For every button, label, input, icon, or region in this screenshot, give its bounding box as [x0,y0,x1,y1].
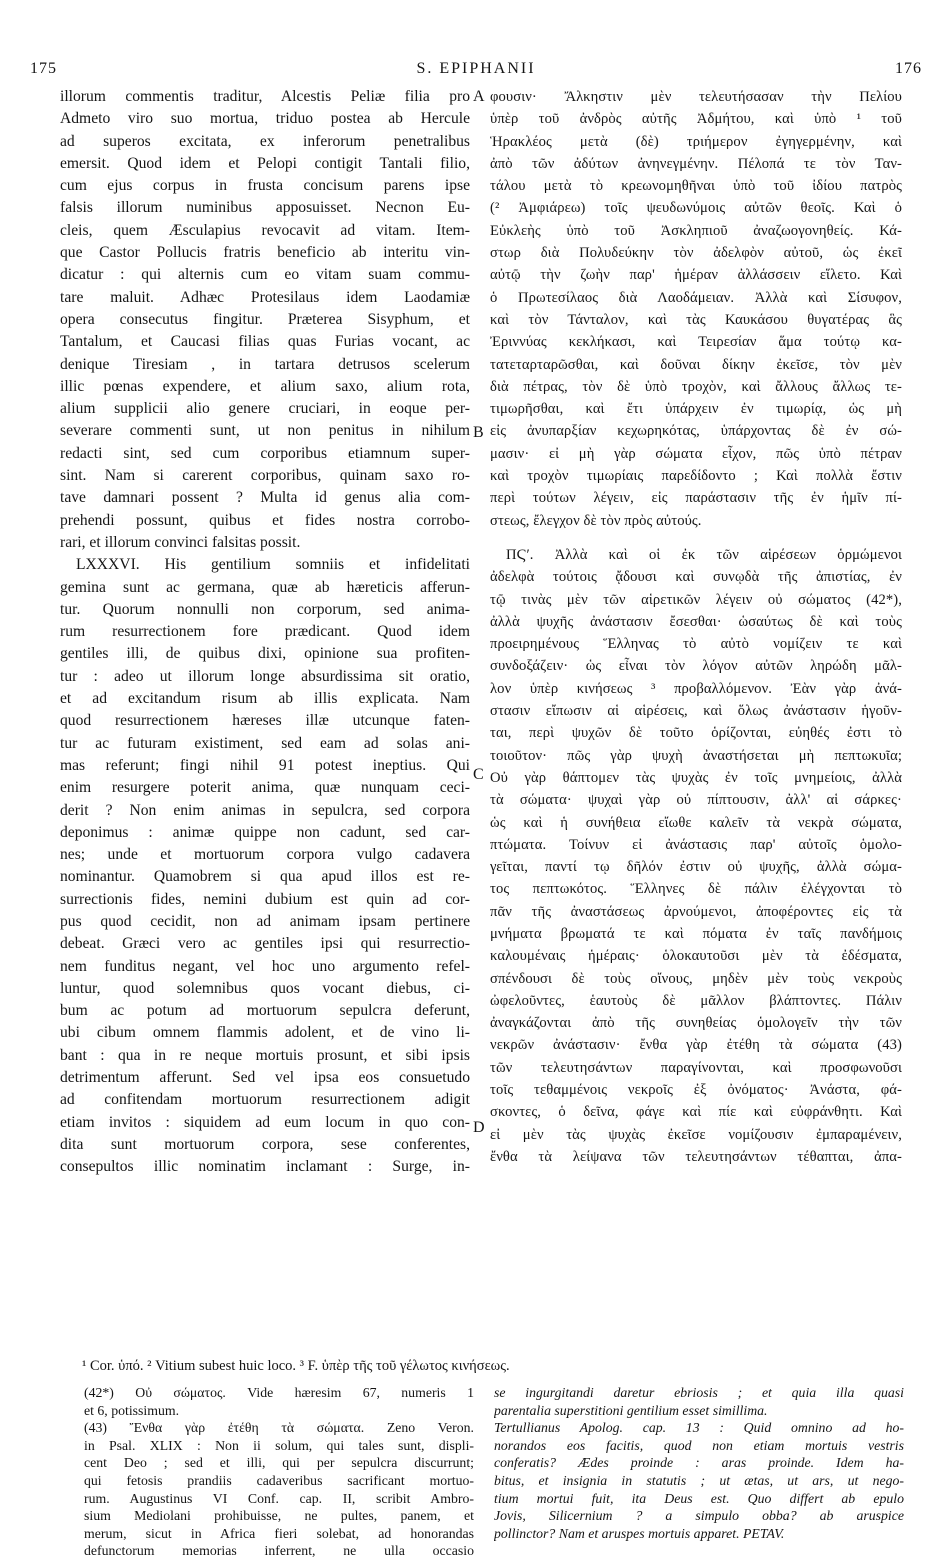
greek-text-line: μασιν· εἰ μὴ γὰρ σώματα εἶχον, πῶς ὑπὸ πέτραν [490,445,902,462]
latin-text-line: luntur, quod solemnibus quos vocant diebus, ci- [60,979,470,997]
greek-text-line: ὁ Πρωτεσίλαος διὰ Λαοδάμειαν. Ἀλλὰ καὶ Σίσυφον, [490,289,902,306]
latin-text-line: gentiles illi, de quibus dixi, opinione sua profiten- [60,645,470,663]
greek-text-line: πᾶν τῆς ἀναστάσεως ἀρνούμενοι, ἀποφέροντες εἰς τὰ [490,903,902,920]
greek-text-line: ἔνθα τὰ λείψανα τῶν τελευτησάντων τέθαπται, ἀπα- [490,1148,902,1165]
greek-text-line: Εὐκλεὴς ὑπὸ τοῦ Ἀσκληπιοῦ ἀναζωογονηθείς. Κά- [490,222,902,239]
greek-text-line: προειρημένους Ἕλληνας τὸ αὐτὸ νομίζειν τε καὶ [490,636,902,653]
running-title: S. EPIPHANII [416,60,536,77]
latin-text-line: mas referunt; fingi nihil 91 potest ineptius. Qui [60,756,470,774]
note-line: in Psal. XLIX : Non ii solum, qui tales sunt, displi- [84,1437,474,1453]
greek-text-line: ἀπὸ τῶν ἀδύτων ἀνηνεγμένην. Πέλοπά τε τὸν Ταν- [490,155,902,172]
greek-text-line: μνήματα βρωματά τε καὶ πόματα ἐν ταῖς πανδήμοις [490,925,902,942]
greek-text-line: (² Ἀμφιάρεω) τοῖς ψευδωνύμοις αὐτῶν θεοῖς. Καὶ ὁ [490,200,902,217]
latin-text-line: surrectionis fides, nemini dubium est quin ad cor- [60,890,470,908]
note-line: norandos eos facitis, quod non etiam mortuis vestris [494,1437,904,1453]
latin-text-line: illic pœnas expendere, et alium saxo, alium rota, [60,377,470,395]
greek-text-line: στασιν εἴπωσιν αἱ αἱρέσεις, καὶ ὅλως ἀνάστασιν ἡγοῦν- [490,703,902,720]
latin-text-line: tave damnari possent ? Multa id genus alia com- [60,489,470,507]
greek-text-line: διὰ πέτρας, τὸν δὲ ὑπὸ τροχὸν, καὶ ἄλλους ἄλλως τε- [490,378,902,395]
latin-text-line: denique Tiresiam , in tartara detrusos scelerum [60,355,470,373]
latin-column [60,86,470,1179]
latin-text-line: severare commenti sunt, ut non penitus in nihilum [60,422,470,440]
note-line: cent Deo ; sed et illi, qui per sepulcra discurrunt; [84,1455,474,1471]
latin-text-line: alium supplicii alio genere cruciari, in eoque per- [60,400,470,418]
note-line: pollinctor? Nam et aruspes mortuis apparet. PETAV. [494,1525,785,1541]
greek-text-line: εἰς ἀνυπαρξίαν κεχωρηκότας, ὑπάρχοντας δὲ ἐν σώ- [490,423,902,440]
greek-text-line: τῷ τινὰς μὲν τῶν αἱρετικῶν λέγειν οὐ σώματος (42*), [490,591,902,608]
latin-text-line: redacti sint, sed cum corporibus etiamnum super- [60,444,470,462]
latin-text-line: LXXXVI. His gentilium somniis et infidelitati [76,556,470,574]
greek-text-line: Οὐ γὰρ θάπτομεν τὰς ψυχὰς ἐν τοῖς μνημείοις, ἀλλὰ [490,769,902,786]
greek-text-line: στωρ διὰ Πολυδεύκην τὸν ἀδελφὸν αὐτοῦ, ὡς ἐκεῖ [490,245,902,262]
greek-text-line: καλουμέναις ἡμέραις· ὁλοκαυτοῦσι μὲν τὰ ἐδέσματα, [490,948,902,965]
latin-text-line: ad superos excitata, ex inferorum penetralibus [60,132,470,150]
latin-text-line: Tantalum, et Caucasi filias quas Furias vocant, ac [60,333,470,351]
latin-text-line: dicatur : qui alternis cum eo vitam suam commu- [60,266,470,284]
latin-text-line: deponimus : animæ quippe non cadunt, sed car- [60,823,470,841]
latin-text-line: opera consecutus fingitur. Præterea Sisyphum, et [60,310,470,328]
greek-text-line: φουσιν· Ἄλκηστιν μὲν τελευτήσασαν τὴν Πελίου [490,89,902,105]
greek-text-line: ται, περὶ ψυχῶν δὲ τοῦτο ὁρίζονται, εὐηθές ἐστι τὸ [490,725,902,742]
latin-text-line: bum ac potum ad mortuorum sepulcra deferunt, [60,1002,470,1020]
greek-text-line: στεως, ἔλεγχον δὲ τὸν πρὸς αὐτούς. [490,512,702,529]
latin-text-line: detrimentum afferunt. Sed vel ipsa eos consuetudo [60,1069,470,1087]
note-line: rum. Augustinus VI Conf. cap. II, scribit Ambro- [84,1490,474,1506]
greek-text-line: λον ὑπὲρ κινήσεως ³ προβαλλόμενον. Ἐὰν γὰρ ἀνά- [490,680,902,697]
note-line: merum, sicut in Africa fieri solebat, ad honorandas [84,1525,474,1541]
greek-text-line: τος πεπτωκότος. Ἕλληνες δὲ πάλιν ἐλέγχονται τὸ [490,881,902,898]
note-line: se ingurgitandi daretur ebriosis ; et quia illa quasi [494,1385,904,1400]
note-line: parentalia superstitioni gentilium esset simillima. [494,1402,768,1418]
notes-right-column [494,1384,904,1542]
greek-text-line: ἀναγκάζονται ἀπὸ τῆς συνηθείας ὁμολογεῖν τὴν τῶν [490,1015,902,1032]
latin-text-line: ubi cibum omnem flammis adolent, et de vino li- [60,1024,470,1042]
latin-text-line: dita sunt mortuorum corpora, sese conferentes, [60,1135,470,1153]
greek-text-line: καὶ τὸν Τάνταλον, καὶ τὰς Καυκάσου θυγατέρας ἃς [490,311,902,328]
latin-text-line: tur. Quorum nonnulli non corporum, sed anima- [60,600,470,618]
greek-text-line: σκοντες, ὁ δεῖνα, φάγε καὶ πίε καὶ εὐφράνθητι. Καὶ [490,1104,902,1121]
latin-text-line: prehendi possunt, quibus et fides nostra corrobo- [60,511,470,529]
margin-letter-d: D [473,1119,485,1136]
latin-text-line: consepultos illic nominatim inclamant : Surge, in- [60,1158,470,1176]
note-line: qui fetosis prandiis cadaveribus sacrificant mortuo- [84,1472,474,1488]
latin-text-line: nominantur. Quamobrem si qua apud illos est re- [60,868,470,886]
greek-text-line: τιμωρῆσθαι, καὶ ἔτι ὑπάρχειν ἐν τιμωρίᾳ, ὡς μὴ [490,401,902,418]
note-line: conferatis? Ædes proinde : aras proinde. Idem ha- [494,1455,904,1471]
greek-text-line: σπένδουσι δὲ τοὺς οἴνους, μηδὲν μὲν τοὺς νεκροὺς [490,970,902,987]
greek-text-line: τῶν τελευτησάντων παραγίνονται, καὶ προσφωνοῦσι [490,1059,902,1076]
note-line: tium mortui fuit, ita Deus est. Quo differt ab epulo [494,1490,904,1506]
note-line: et 6, potissimum. [84,1402,180,1418]
greek-text-line: νεκρῶν ἀνάστασιν· ἔνθα γὰρ ἐτέθη τὰ σώματα (43) [490,1037,902,1054]
latin-text-line: bant : qua in re neque mortuis prosunt, et sibi ipsis [60,1046,470,1064]
latin-text-line: nem funditus negant, vel hoc uno argumento refel- [60,957,470,975]
latin-text-line: rum resurrectionem fore prædicant. Quod idem [60,623,470,641]
greek-column [490,86,902,1168]
greek-text-line: τοῖς τεθαμμένοις νεκροῖς ἐξ ὀνόματος· Ἀνάστα, φά- [490,1082,902,1099]
greek-text-line: Ἐριννύας κεκλήκασι, καὶ Τειρεσίαν ἅμα τούτῳ κα- [490,334,902,351]
latin-text-line: pus quod cecidit, non ad animam ipsam pertinere [60,912,470,930]
note-line: Jovis, Silicernium ? a simpulo obba? ab aruspice [494,1508,904,1524]
greek-text-line: ὑπὲρ τοῦ ἀνδρὸς αὐτῆς Ἀδμήτου, καὶ ὑπὸ ¹ τοῦ [490,111,902,128]
latin-text-line: cum ejus corpus in frusta concisum parens ipse [60,177,470,195]
page-number-right: 176 [895,60,922,77]
latin-text-line: et ad excitandum risum ab illis explicata. Nam [60,690,470,708]
latin-text-line: enim resurgere poterit anima, quæ nunquam ceci- [60,779,470,797]
latin-text-line: derit ? Non enim animas in sepulcra, sed corpora [60,801,470,819]
greek-text-line: τατεταρταρῶσθαι, καὶ δοῦναι δίκην ἐκεῖσε, τὸν μὲν [490,356,902,373]
greek-text-line: τάλου μετὰ τὸ κρεωνομηθῆναι ὑπὸ τοῦ ἰδίου πατρὸς [490,178,902,195]
greek-text-line: πτώματα. Τοίνυν εἰ ἀνάστασις παρ' αὐτοῖς ὁμολο- [490,836,902,853]
latin-text-line: nes; unde et mortuorum corpora vulgo cadavera [60,846,470,864]
running-header [30,60,922,82]
greek-text-line: εἰ μὲν τὰς ψυχὰς ἐκεῖσε νομίζουσιν ἐμπαραμένειν, [490,1126,902,1143]
paragraph-gap [490,532,902,544]
note-line: sium Mediolani prohibuisse, ne pultes, panem, et [84,1508,474,1524]
greek-text-line: τὰ σώματα· ψυχαὶ γὰρ οὐ πίπτουσιν, ἀλλ' αἱ σάρκες· [490,792,902,809]
note-line: bitus, et insignia in statutis ; ut ætas, ut ars, ut nego- [494,1472,904,1488]
margin-letter-a: A [473,88,485,105]
latin-text-line: ad confitendam mortuorum resurrectionem adigit [60,1091,470,1109]
latin-text-line: tur : adeo ut illorum longe absurdissima sit oratio, [60,667,470,685]
greek-text-line: ἀδελφὰ τούτοις ᾄδουσι καὶ συνῳδὰ τῆς ἀπιστίας, ἐν [490,569,902,586]
latin-text-line: que Castor Pollucis fratris beneficio ab interitu vin- [60,244,470,262]
latin-text-line: falsis illorum numinibus apposuisset. Necnon Eu- [60,199,470,217]
latin-text-line: cleis, quem Æsculapius revocavit ad vitam. Item- [60,221,470,239]
note-line: (43) Ἔνθα γὰρ ἐτέθη τὰ σώματα. Zeno Veron. [84,1420,474,1436]
greek-text-line: ὡς καὶ ἡ συνήθεια εἴωθε καλεῖν τὰ νεκρὰ σώματα, [490,814,902,831]
greek-text-line: καὶ τροχὸν τιμωρίαις παρεδίδοντο ; Καὶ πολλὰ ἔστιν [490,468,902,485]
note-line: Tertullianus Apolog. cap. 13 : Quid omnino ad ho- [494,1420,904,1436]
margin-letter-c: C [473,766,484,783]
greek-text-line: περὶ τούτων λέγειν, εἰς παράστασιν τῆς ἐν ἡμῖν πί- [490,490,902,507]
greek-text-line: Ἡρακλέος μετὰ (δὲ) τριήμερον ἐγηγερμένην, καὶ [490,133,902,150]
margin-letter-b: B [473,424,484,441]
latin-text-line: etiam invitos : siquidem ad eum locum in quo con- [60,1113,470,1131]
latin-text-line: emersit. Quod idem et Pelopi contigit Tantali filio, [60,154,470,172]
latin-text-line: tare maluit. Adhæc Protesilaus idem Laodamiæ [60,288,470,306]
latin-text-line: sint. Nam si carerent corporibus, quinam saxo ro- [60,467,470,485]
latin-text-line: illorum commentis traditur, Alcestis Peliæ filia pro [60,88,470,105]
note-line: (42*) Οὐ σώματος. Vide hæresim 67, numeris 1 [84,1385,474,1400]
greek-text-line: ἀλλὰ ψυχῆς ἀνάστασιν ἔσεσθαι· ὡσαύτως δὲ καὶ τοὺς [490,613,902,630]
notes-left-column [84,1384,474,1560]
latin-text-line: rari, et illorum convinci falsitas possit. [60,533,301,551]
greek-text-line: τοιοῦτον· πῶς γὰρ ψυχὴ ἀναστήσεται μὴ πεπτωκυῖα; [490,747,902,764]
critical-footnotes: ¹ Cor. ὑπό. ² Vitium subest huic loco. ³ F. ὑπὲρ τῆς τοῦ γέλωτος κινήσεως. [82,1358,510,1374]
note-line: defunctorum memorias inferrent, ne ulla occasio [84,1543,474,1559]
page-number-left: 175 [30,60,57,77]
greek-text-line: ΠϚʹ. Ἀλλὰ καὶ οἱ ἐκ τῶν αἱρέσεων ὁρμώμενοι [506,546,902,563]
greek-text-line: αὐτῷ τὴν ζωὴν παρ' ἡμέραν ἀλλάσσειν εἵλετο. Καὶ [490,267,902,284]
latin-text-line: debeat. Græci vero ac gentiles ipsi qui resurrectio- [60,935,470,953]
latin-text-line: Admeto viro suo mortua, triduo postea ab Hercule [60,110,470,128]
greek-text-line: ὠφελοῦντες, ἑαυτοὺς δὲ μᾶλλον βλάπτοντες. Πάλιν [490,992,902,1009]
latin-text-line: gemina sunt ac germana, quæ ab hæreticis afferun- [60,578,470,596]
greek-text-line: γεῖται, παντί τῳ δῆλόν ἐστιν οὐ ψυχῆς, ἀλλὰ σώμα- [490,859,902,876]
latin-text-line: tur ac futuram existiment, sed eam ad solas ani- [60,734,470,752]
greek-text-line: συνδοξάζειν· ὡς εἶναι τὸν λόγον αὐτῶν ληρώδη μᾶλ- [490,658,902,675]
latin-text-line: quod resurrectionem hæreses illæ utcunque faten- [60,712,470,730]
